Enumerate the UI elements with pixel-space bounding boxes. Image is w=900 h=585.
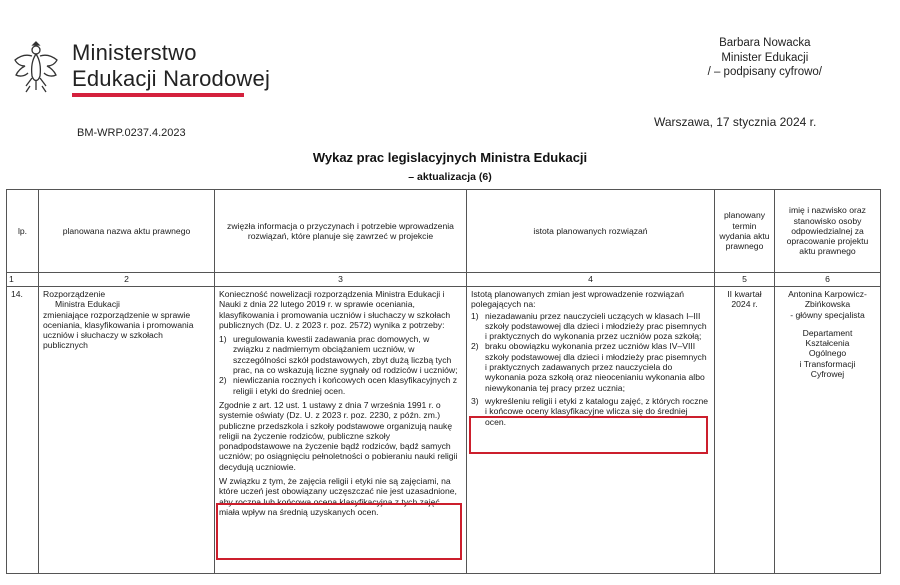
act-name-line: zmieniające rozporządzenie w sprawie oceniania, klasyfikowania i promowania uczniów i słuchaczy w szkołach publicznych (43, 309, 194, 351)
list-number: 3) (471, 395, 479, 406)
reasons-paragraph: Konieczność nowelizacji rozporządzenia Ministra Edukacji i Nauki z dnia 22 lutego 2019 r. w sprawie oceniania, klasyfikowania i promowania uczniów i słuchaczy w szkołach publicznych (Dz. U. z 2023 r. poz. 2572) wynika z potrzeby: (219, 289, 451, 330)
reasons-list-item (219, 375, 462, 396)
list-text: braku obowiązku wykonania przez uczniów klas IV–VIII szkoły podstawowej dla dzieci i młodzieży prac pisemnych i praktycznych zadawanych przez nauczyciela do wykonania poza szkołą oraz nieocenianiu wykonania albo niewykonania tej pracy przez ucznia; (485, 341, 707, 393)
reasons-paragraph-highlighted: W związku z tym, że zajęcia religii i etyki nie są zajęciami, na które uczeń jest obowiązany uczęszczać nie jest uzasadnione, aby roczna lub końcowa ocena klasyfikacyjna z tych zajęć miała wpływ na średnią uzyskanych ocen. (219, 476, 457, 517)
term-line: 2024 r. (731, 299, 758, 310)
reference-number: BM-WRP.0237.4.2023 (77, 127, 186, 139)
col-number: 1 (7, 273, 39, 287)
list-text: niezadawaniu przez nauczycieli uczących w klasach I–III szkoły podstawowej dla dzieci i młodzieży prac pisemnych i praktycznych do wykonania przez uczniów poza szkołą; (485, 310, 707, 342)
minister-title: Minister Edukacji (721, 51, 809, 64)
list-text: niewliczania rocznych i końcowych ocen klasyfikacyjnych z religii i etyki do średniej ocen. (233, 375, 458, 396)
department-line: Cyfrowej (810, 369, 845, 380)
reasons-list-item (219, 334, 462, 375)
row-term (715, 287, 775, 574)
header-essence: istota planowanych rozwiązań (467, 190, 715, 273)
col-number: 2 (39, 273, 215, 287)
list-number: 2) (471, 341, 479, 352)
document-subtitle: – aktualizacja (6) (408, 171, 492, 183)
department-line: i Transformacji (799, 358, 856, 369)
department-line: Departament (802, 327, 853, 338)
highlight-box-essence (469, 416, 708, 454)
list-number: 1) (219, 334, 227, 345)
essence-list-item (471, 311, 710, 342)
list-text: wykreśleniu religii i etyki z katalogu zajęć, z których roczne i końcowe oceny klasyfikacyjne wlicza się do średniej ocen. (485, 395, 709, 427)
minister-name: Barbara Nowacka (719, 37, 811, 49)
essence-paragraph: Istotą planowanych zmian jest wprowadzenie rozwiązań polegających na: (471, 289, 685, 310)
col-number: 6 (775, 273, 881, 287)
act-name-line: Rozporządzenie (43, 289, 106, 299)
header-act-name: planowana nazwa aktu prawnego (39, 190, 215, 273)
list-number: 1) (471, 310, 479, 321)
header-reasons: zwięzła informacja o przyczynach i potrzebie wprowadzenia rozwiązań, które planuje się zawrzeć w projekcie (215, 190, 467, 273)
department-line: Ogólnego (808, 348, 847, 359)
col-number: 5 (715, 273, 775, 287)
logo-line-2: Edukacji Narodowej (72, 66, 271, 91)
row-responsible (775, 287, 881, 574)
col-number: 4 (467, 273, 715, 287)
signature-note: / – podpisany cyfrowo/ (707, 66, 822, 78)
department-line: Kształcenia (805, 338, 850, 349)
act-name-line: Ministra Edukacji (55, 299, 120, 310)
col-number: 3 (215, 273, 467, 287)
list-number: 2) (219, 375, 227, 386)
logo-line-1: Ministerstwo (72, 40, 197, 65)
logo-red-bar (72, 93, 244, 97)
essence-list-item (471, 341, 710, 392)
highlight-box-reasons (216, 503, 462, 560)
row-lp: 14. (7, 287, 39, 574)
person-line: Zbińkowska (804, 299, 851, 310)
person-line: - główny specjalista (790, 309, 865, 320)
table-number-row (7, 273, 881, 287)
ministry-logo-text (72, 40, 270, 92)
reasons-paragraph: Zgodnie z art. 12 ust. 1 ustawy z dnia 7 września 1991 r. o systemie oświaty (Dz. U. z 2023 r. poz. 2230, z późn. zm.) publiczne przedszkola i szkoły podstawowe organizują naukę religii na życzenie rodziców, publiczne szkoły ponadpodstawowe na życzenie bądź rodziców, bądź samych uczniów; po osiągnięciu pełnoletności o pobieraniu nauki religii decydują uczniowie. (219, 399, 458, 472)
minister-signature-block (708, 36, 822, 80)
header-responsible: imię i nazwisko oraz stanowisko osoby odpowiedzialnej za opracowanie projektu aktu prawnego (775, 190, 881, 273)
list-text: uregulowania kwestii zadawania prac domowych, w związku z nadmiernym obciążaniem uczniów, w szczególności szkół podstawowych, zbyt dużą liczbą tych prac, na co wskazują liczne sygnały od rodziców i uczniów; (233, 334, 458, 376)
header-term: planowany termin wydania aktu prawnego (715, 190, 775, 273)
row-act-name (39, 287, 215, 574)
document-date: Warszawa, 17 stycznia 2024 r. (654, 115, 817, 129)
table-header-row (7, 190, 881, 273)
header-lp: lp. (7, 190, 39, 273)
document-title: Wykaz prac legislacyjnych Ministra Edukacji (312, 150, 588, 165)
person-line: Antonina Karpowicz- (788, 289, 867, 299)
term-line: II kwartał (727, 289, 762, 299)
eagle-emblem-icon (10, 36, 62, 96)
